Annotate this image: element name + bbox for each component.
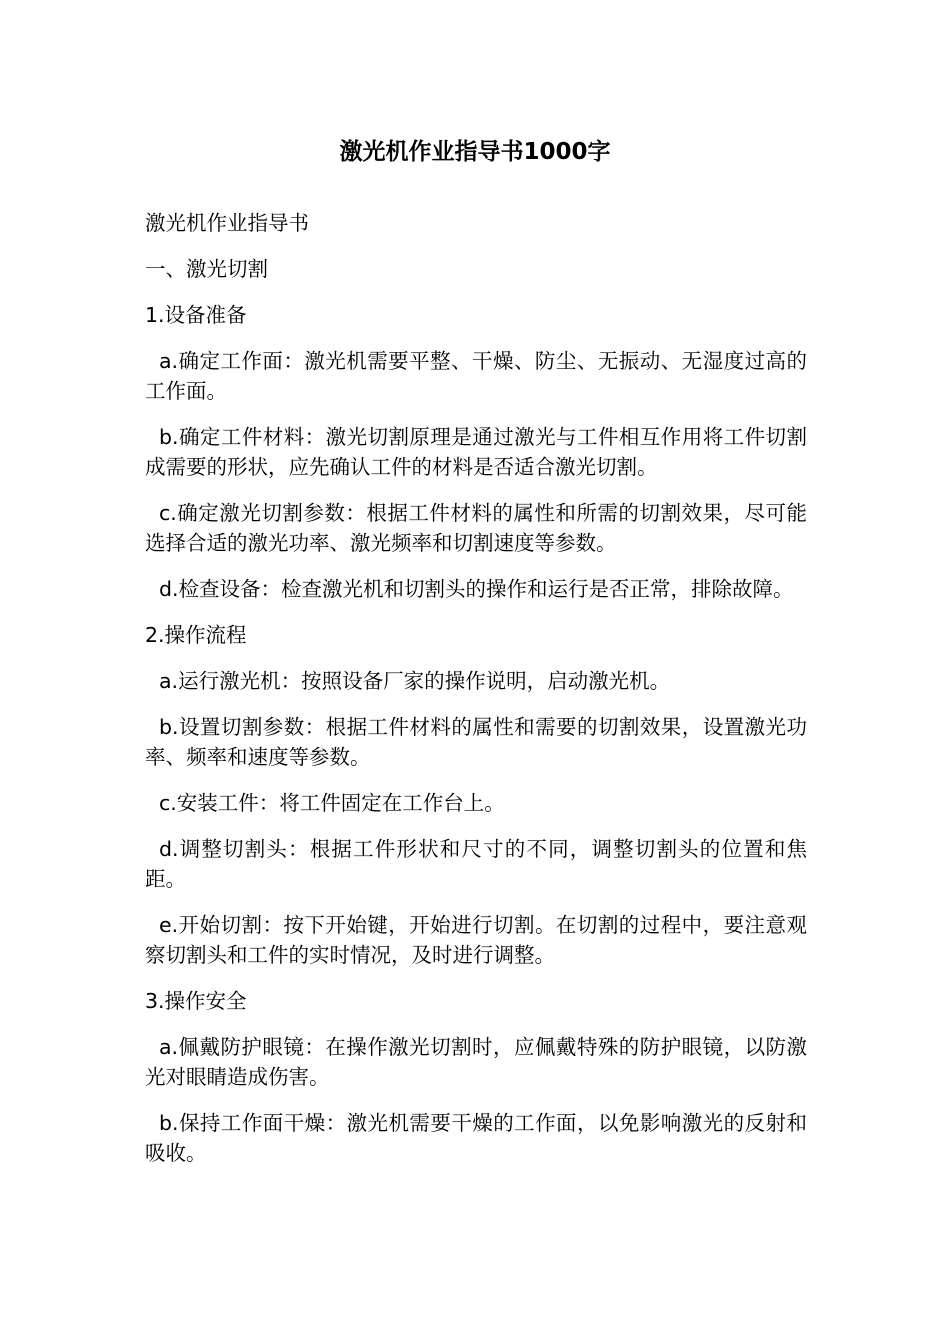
paragraph: d.检查设备：检查激光机和切割头的操作和运行是否正常，排除故障。 (159, 577, 794, 601)
paragraph: b.设置切割参数：根据工件材料的属性和需要的切割效果，设置激光功率、频率和速度等参数。 (145, 715, 807, 769)
paragraph: a.确定工作面：激光机需要平整、干燥、防尘、无振动、无湿度过高的工作面。 (145, 349, 807, 403)
paragraph: b.确定工件材料：激光切割原理是通过激光与工件相互作用将工件切割成需要的形状，应先确认工件的材料是否适合激光切割。 (145, 425, 807, 479)
paragraph: a.佩戴防护眼镜：在操作激光切割时，应佩戴特殊的防护眼镜，以防激光对眼睛造成伤害。 (145, 1035, 807, 1089)
paragraph: c.确定激光切割参数：根据工件材料的属性和所需的切割效果，尽可能选择合适的激光功率、激光频率和切割速度等参数。 (145, 501, 807, 555)
subsection-heading-equipment-prep: 1.设备准备 (145, 303, 247, 327)
paragraph: d.调整切割头：根据工件形状和尺寸的不同，调整切割头的位置和焦距。 (145, 837, 807, 891)
document-title: 激光机作业指导书1000字 (339, 139, 611, 165)
paragraph: e.开始切割：按下开始键，开始进行切割。在切割的过程中，要注意观察切割头和工件的实时情况，及时进行调整。 (145, 913, 807, 967)
paragraph: a.运行激光机：按照设备厂家的操作说明，启动激光机。 (159, 669, 671, 693)
section-heading-laser-cutting: 一、激光切割 (145, 257, 268, 281)
subsection-heading-operation-safety: 3.操作安全 (145, 989, 247, 1013)
subsection-heading-operation-flow: 2.操作流程 (145, 623, 247, 647)
document-body (145, 208, 807, 1184)
paragraph: b.保持工作面干燥：激光机需要干燥的工作面，以免影响激光的反射和吸收。 (145, 1111, 807, 1165)
document-subtitle: 激光机作业指导书 (145, 211, 309, 235)
paragraph: c.安装工件：将工件固定在工作台上。 (159, 791, 505, 815)
